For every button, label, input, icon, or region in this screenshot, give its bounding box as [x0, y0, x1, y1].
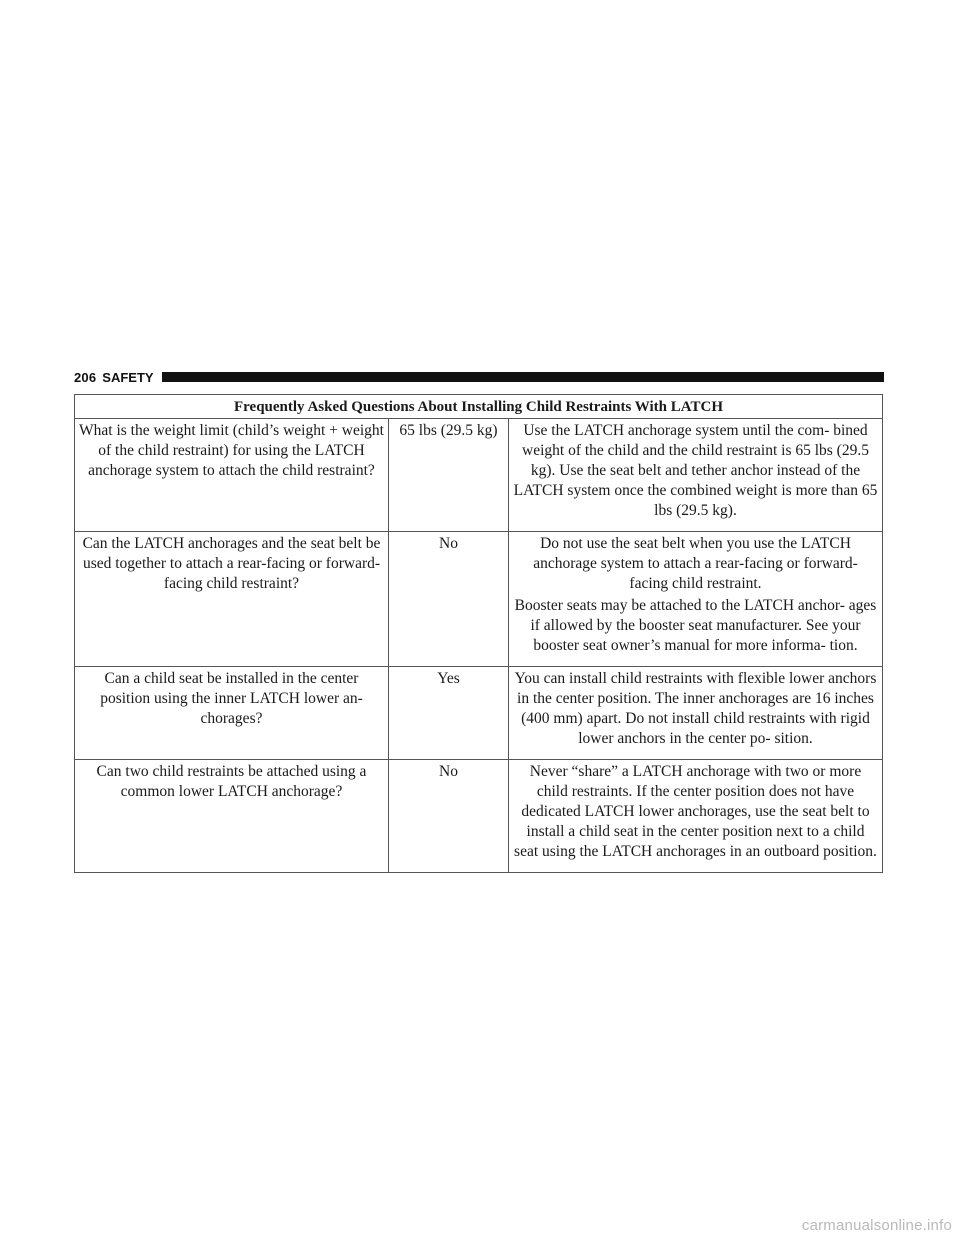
table-title: Frequently Asked Questions About Installing Child Restraints With LATCH	[75, 395, 883, 419]
section-title: SAFETY	[102, 369, 154, 385]
table-row	[75, 760, 883, 873]
question-cell: Can the LATCH anchorages and the seat belt be used together to attach a rear-facing or forward-facing child restraint?	[75, 532, 389, 667]
details-paragraph: Booster seats may be attached to the LATCH anchor- ages if allowed by the booster seat manufacturer. See your booster seat owner’s manual for more informa- tion.	[514, 597, 877, 654]
details-paragraph: Never “share” a LATCH anchorage with two or more child restraints. If the center position does not have dedicated LATCH lower anchorages, use the seat belt to install a child seat in the center position next to a child seat using the LATCH anchorages in an outboard position.	[514, 763, 877, 860]
table-row	[75, 419, 883, 532]
details-cell	[509, 667, 883, 760]
question-cell: What is the weight limit (child’s weight + weight of the child restraint) for using the LATCH anchorage system to attach the child restraint?	[75, 419, 389, 532]
header-rule	[162, 372, 884, 382]
answer-cell: Yes	[389, 667, 509, 760]
details-cell	[509, 419, 883, 532]
watermark: carmanualsonline.info	[801, 1217, 952, 1234]
question-cell: Can two child restraints be attached using a common lower LATCH anchorage?	[75, 760, 389, 873]
page-header	[74, 368, 884, 386]
table-row	[75, 532, 883, 667]
answer-cell: 65 lbs (29.5 kg)	[389, 419, 509, 532]
faq-table	[74, 394, 883, 873]
page-number: 206	[74, 369, 97, 385]
details-cell	[509, 532, 883, 667]
details-paragraph: Do not use the seat belt when you use the LATCH anchorage system to attach a rear-facing or forward- facing child restraint.	[533, 535, 858, 592]
question-cell: Can a child seat be installed in the center position using the inner LATCH lower an- chorages?	[75, 667, 389, 760]
table-title-row	[75, 395, 883, 419]
details-paragraph: You can install child restraints with flexible lower anchors in the center position. The inner anchorages are 16 inches (400 mm) apart. Do not install child restraints with rigid lower anchors in the center po- sition.	[514, 670, 877, 747]
answer-cell: No	[389, 532, 509, 667]
answer-cell: No	[389, 760, 509, 873]
table-row	[75, 667, 883, 760]
details-paragraph: Use the LATCH anchorage system until the com- bined weight of the child and the child restraint is 65 lbs (29.5 kg). Use the seat belt and tether anchor instead of the LATCH system once the combined weight is more than 65 lbs (29.5 kg).	[513, 422, 878, 519]
details-cell	[509, 760, 883, 873]
